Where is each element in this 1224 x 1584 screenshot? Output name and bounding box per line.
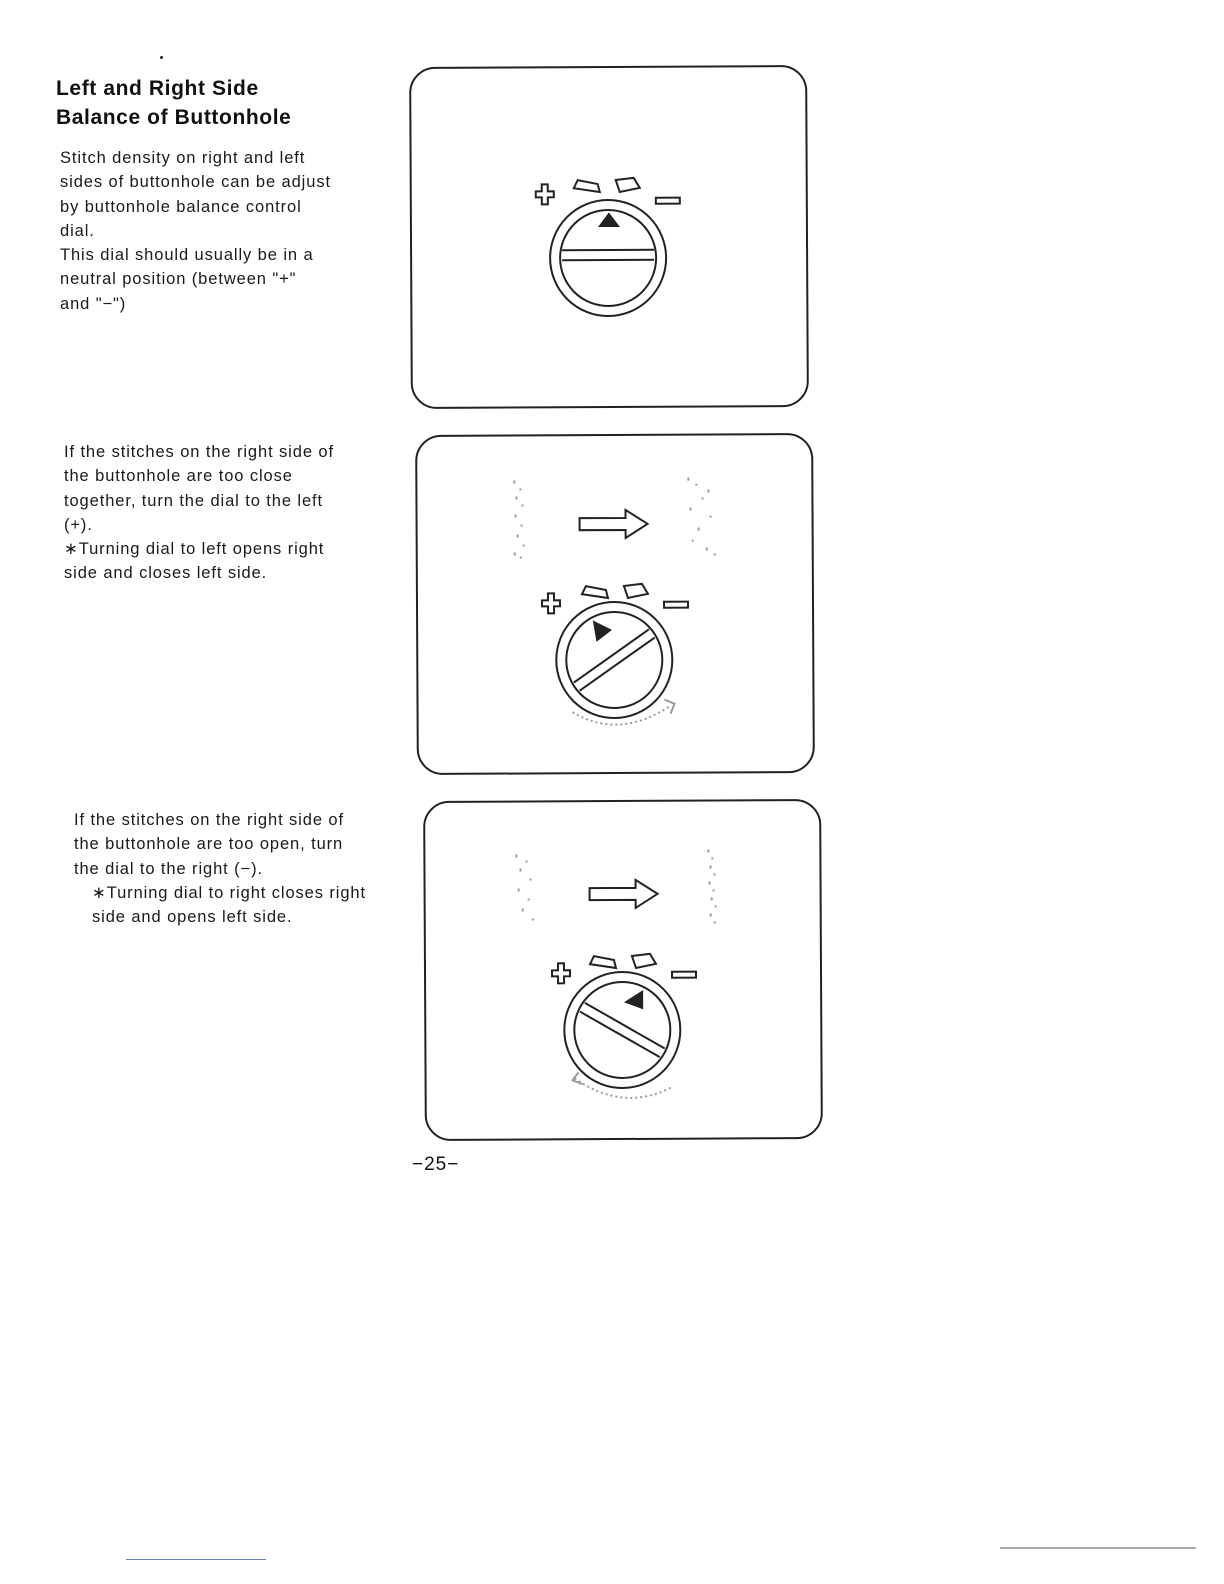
right-arrow-icon xyxy=(590,880,658,908)
stitch-column-after xyxy=(687,477,715,555)
figure-neutral-dial xyxy=(409,65,809,409)
title-line-1: Left and Right Side xyxy=(56,77,259,100)
stray-mark xyxy=(160,56,163,59)
dial xyxy=(564,972,681,1089)
footer-rule-left xyxy=(126,1559,266,1560)
too-close-line: ∗Turning dial to left opens right xyxy=(64,540,325,559)
stitch-column-after xyxy=(707,850,716,924)
minus-icon xyxy=(656,198,680,204)
dial-pointer-icon xyxy=(600,214,618,226)
buttonhole-symbol-icon xyxy=(582,584,648,598)
too-open-line: If the stitches on the right side of xyxy=(74,811,344,829)
plus-icon xyxy=(542,593,560,613)
minus-icon xyxy=(664,602,688,608)
too-close-line: side and closes left side. xyxy=(64,564,268,583)
dial-pointer-icon xyxy=(594,622,610,640)
left-turn-illustration xyxy=(417,435,817,777)
right-turn-illustration xyxy=(425,801,825,1143)
stitch-column-before xyxy=(513,480,524,558)
intro-line: and "−") xyxy=(60,294,127,313)
too-close-paragraph xyxy=(64,440,368,586)
plus-icon xyxy=(536,184,554,204)
intro-line: This dial should usually be in a xyxy=(60,246,314,265)
dial-pointer-icon xyxy=(626,992,642,1008)
minus-icon xyxy=(672,972,696,978)
dial xyxy=(550,200,667,317)
figure-dial-turned-left xyxy=(415,433,815,775)
too-close-line: together, turn the dial to the left xyxy=(64,491,323,510)
too-open-line: side and opens left side. xyxy=(92,908,293,927)
intro-line: neutral position (between "+" xyxy=(60,270,297,289)
dial xyxy=(556,602,673,719)
too-open-line: the buttonhole are too open, turn xyxy=(74,835,344,854)
footer-rule-right xyxy=(1000,1547,1196,1549)
page-title xyxy=(56,74,291,132)
title-line-2: Balance of Buttonhole xyxy=(56,106,292,129)
stitch-column-before xyxy=(515,854,533,920)
intro-line: Stitch density on right and left xyxy=(60,149,306,167)
too-open-line: ∗Turning dial to right closes right xyxy=(92,883,366,902)
too-open-paragraph xyxy=(74,808,378,929)
page-number: −25− xyxy=(412,1154,460,1175)
plus-icon xyxy=(552,963,570,983)
buttonhole-symbol-icon xyxy=(590,954,656,968)
intro-line: sides of buttonhole can be adjust xyxy=(60,173,331,192)
neutral-dial-illustration xyxy=(411,67,811,411)
too-open-line: the dial to the right (−). xyxy=(74,859,263,878)
too-close-line: (+). xyxy=(64,515,93,534)
intro-line: by buttonhole balance control xyxy=(60,197,302,216)
buttonhole-symbol-icon xyxy=(574,178,640,192)
figure-dial-turned-right xyxy=(423,799,823,1141)
right-arrow-icon xyxy=(580,510,648,538)
intro-paragraph xyxy=(60,146,360,316)
too-close-line: If the stitches on the right side of xyxy=(64,443,334,461)
too-close-line: the buttonhole are too close xyxy=(64,467,293,486)
intro-line: dial. xyxy=(60,221,95,240)
